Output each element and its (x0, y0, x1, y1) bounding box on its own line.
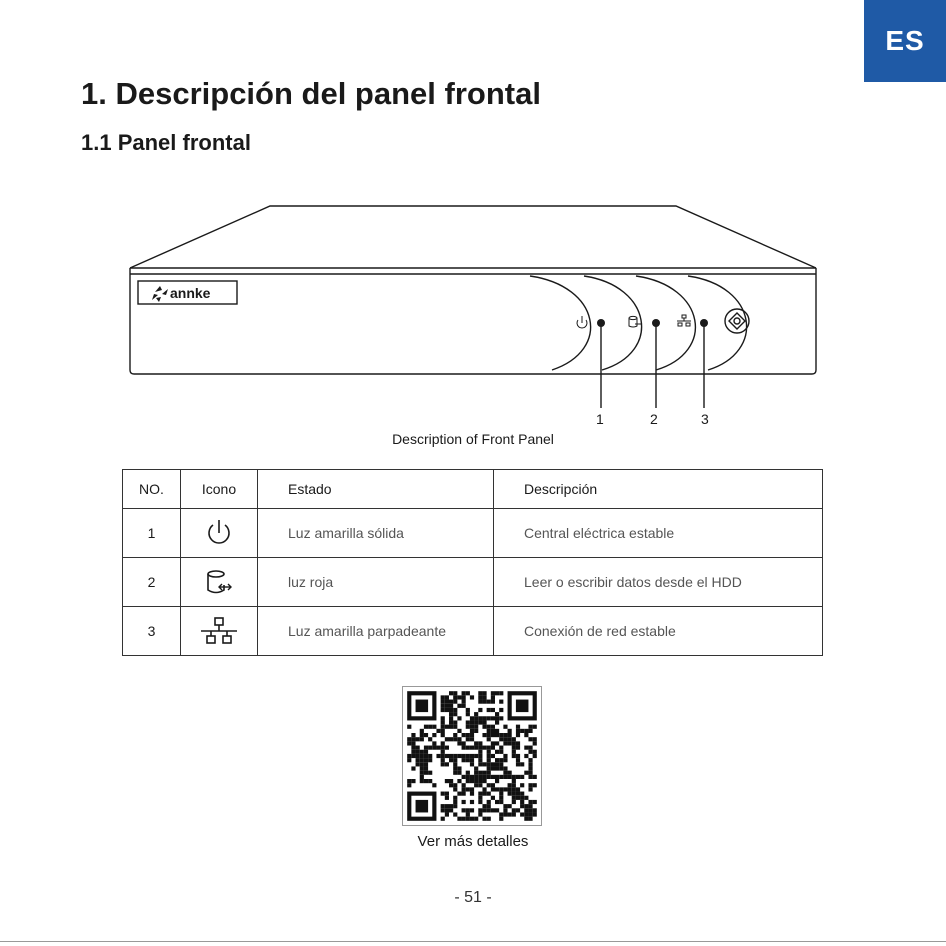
ir-receiver-icon (725, 309, 749, 333)
brand-name: annke (170, 285, 211, 301)
table-row (123, 558, 823, 607)
row-number: 2 (123, 558, 181, 607)
power-icon (204, 517, 234, 549)
qr-code-pattern (403, 687, 541, 825)
figure-caption: Description of Front Panel (392, 431, 554, 447)
table-row (123, 607, 823, 656)
footer-rule (0, 941, 946, 942)
hdd-led (652, 319, 660, 327)
callout-2: 2 (650, 411, 658, 427)
header-description: Descripción (494, 470, 823, 509)
dvr-front-panel-illustration (0, 190, 946, 440)
network-led (700, 319, 708, 327)
qr-caption: Ver más detalles (417, 833, 529, 850)
panel-hdd-icon (629, 316, 641, 327)
qr-code (402, 686, 542, 826)
callout-3: 3 (701, 411, 709, 427)
brand-logo (138, 281, 237, 304)
panel-network-icon (677, 315, 691, 326)
header-state: Estado (258, 470, 494, 509)
network-icon (199, 615, 239, 647)
panel-power-icon (577, 316, 587, 328)
led-status-table (122, 469, 823, 656)
header-no: NO. (123, 470, 181, 509)
page-title: 1. Descripción del panel frontal (81, 76, 541, 111)
row-number: 1 (123, 509, 181, 558)
table-row (123, 509, 823, 558)
row-state: Luz amarilla sólida (258, 509, 494, 558)
callout-1: 1 (596, 411, 604, 427)
header-icon: Icono (181, 470, 258, 509)
section-title: 1.1 Panel frontal (81, 130, 251, 155)
row-description: Conexión de red estable (494, 607, 823, 656)
page-number: - 51 - (454, 889, 492, 906)
row-description: Leer o escribir datos desde el HDD (494, 558, 823, 607)
row-state: luz roja (258, 558, 494, 607)
row-number: 3 (123, 607, 181, 656)
language-badge: ES (864, 0, 946, 82)
power-led (597, 319, 605, 327)
row-description: Central eléctrica estable (494, 509, 823, 558)
row-state: Luz amarilla parpadeante (258, 607, 494, 656)
table-header-row (123, 470, 823, 509)
hdd-icon (203, 566, 235, 598)
